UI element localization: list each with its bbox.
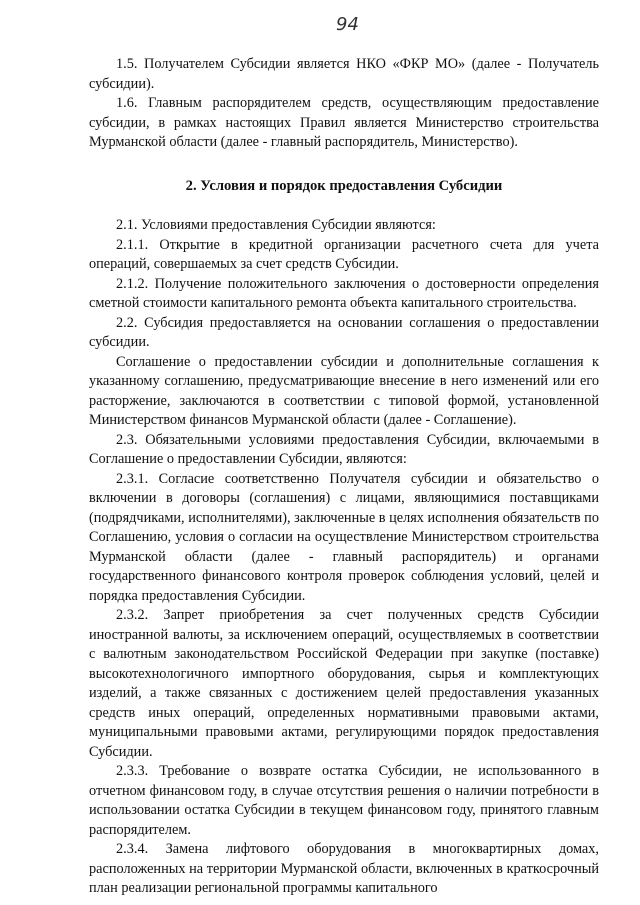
paragraph-2-3-2: 2.3.2. Запрет приобретения за счет полученных средств Субсидии иностранной валюты, за исключением операций, осуществляемых в соответствии с валютным законодательством Российской Федерации при закупке (поставке) высокотехнологичного импортного оборудования, сырья и комплектующих изделий, а также связанных с достижением целей предоставления указанных средств иных операций, определенных нормативными правовыми актами, муниципальными правовыми актами, регулирующими порядок предоставления Субсидии. [89,607,599,760]
paragraph-2-2: 2.2. Субсидия предоставляется на основании соглашения о предоставлении субсидии. [89,314,599,350]
handwritten-page-number: 94 [336,14,359,35]
paragraph-2-3-3: 2.3.3. Требование о возврате остатка Субсидии, не использованного в отчетном финансовом году, в случае отсутствия решения о наличии потребности в использовании остатка Субсидии в текущем финансовом году, принятого главным распорядителем. [89,763,599,838]
paragraph-2-3: 2.3. Обязательными условиями предоставления Субсидии, включаемыми в Соглашение о предоставлении Субсидии, являются: [89,431,599,467]
section-heading: 2. Условия и порядок предоставления Субсидии [185,177,503,194]
paragraph-2-1: 2.1. Условиями предоставления Субсидии являются: [116,217,436,233]
paragraph-1-6: 1.6. Главным распорядителем средств, осуществляющим предоставление субсидии, в рамках настоящих Правил является Министерство строительства Мурманской области (далее - главный распорядитель, Министерство). [89,95,599,150]
paragraph-2-1-1: 2.1.1. Открытие в кредитной организации расчетного счета для учета операций, совершаемых за счет средств Субсидии. [89,236,599,272]
paragraph-2-3-1: 2.3.1. Согласие соответственно Получателя субсидии и обязательство о включении в договоры (соглашения) с лицами, являющимися поставщиками (подрядчиками, исполнителями), заключенные в целях исполнения обязательств по Соглашению, условия о согласии на осуществление Министерством строительства Мурманской области (далее - главный распорядитель) и органами государственного финансового контроля проверок соблюдения условий, целей и порядка предоставления Субсидии. [89,470,599,604]
paragraph-1-5: 1.5. Получателем Субсидии является НКО «ФКР МО» (далее - Получатель субсидии). [89,56,599,92]
paragraph-2-3-4: 2.3.4. Замена лифтового оборудования в многоквартирных домах, расположенных на территории Мурманской области, включенных в краткосрочный план реализации региональной программы капитального [89,841,599,896]
paragraph-agreement: Соглашение о предоставлении субсидии и дополнительные соглашения к указанному соглашению, предусматривающие внесение в него изменений или его расторжение, заключаются в соответствии с типовой формой, установленной Министерством финансов Мурманской области (далее - Соглашение). [89,353,599,428]
paragraph-2-1-2: 2.1.2. Получение положительного заключения о достоверности определения сметной стоимости капитального ремонта объекта капитального строительства. [89,275,599,311]
document-body [89,55,599,899]
